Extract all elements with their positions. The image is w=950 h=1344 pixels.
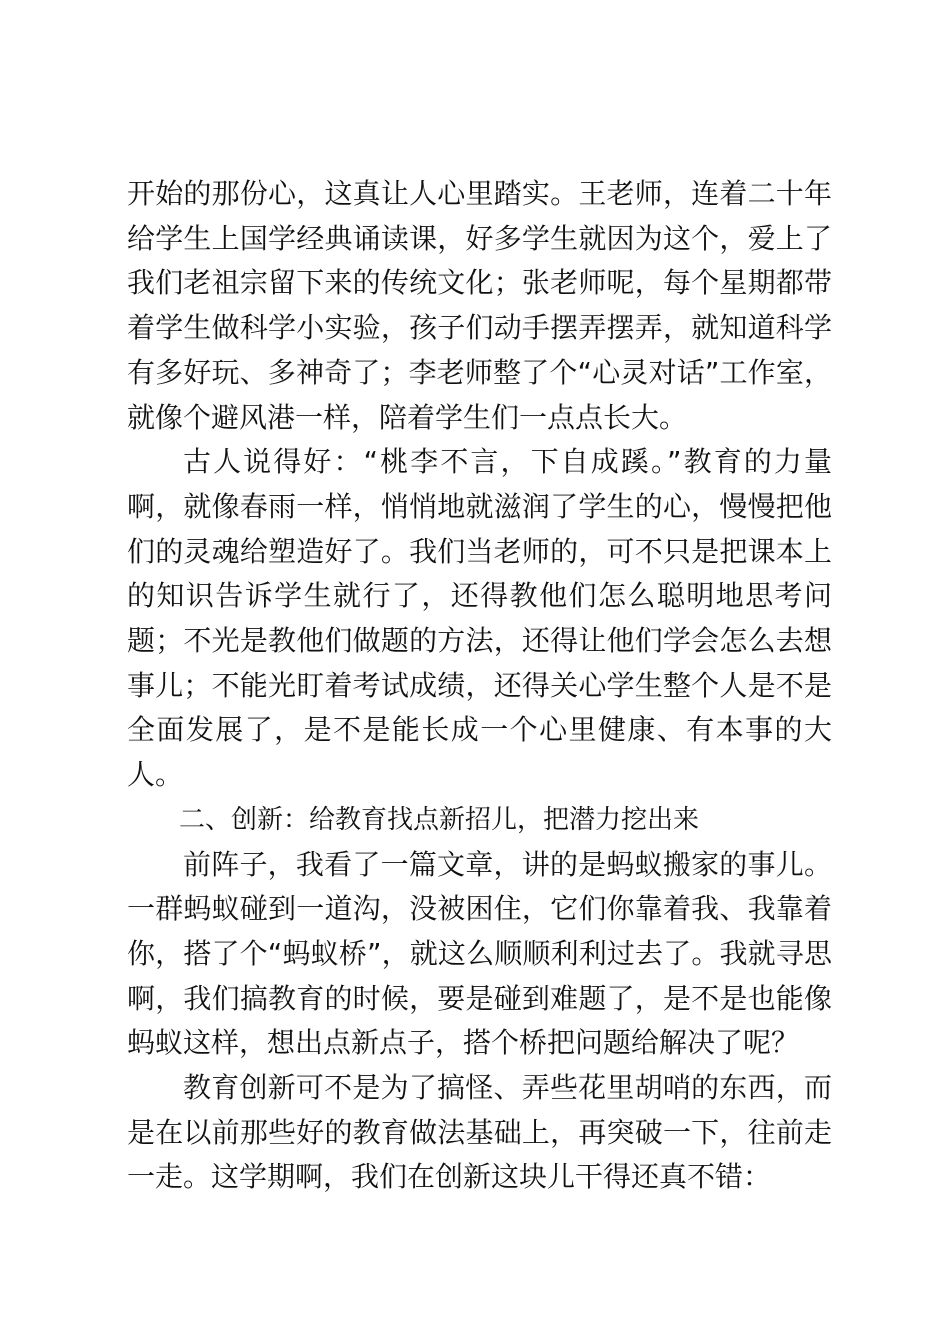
paragraph-innovation: 教育创新可不是为了搞怪、弄些花里胡哨的东西，而是在以前那些好的教育做法基础上，再突破一下，往前走一走。这学期啊，我们在创新这块儿干得还真不错： bbox=[127, 1071, 832, 1194]
paragraph-teachers: 开始的那份心，这真让人心里踏实。王老师，连着二十年给学生上国学经典诵读课，好多学生就因为这个，爱上了我们老祖宗留下来的传统文化；张老师呢，每个星期都带着学生做科学小实验，孩子们动手摆弄摆弄，就知道科学有多好玩、多神奇了；李老师整了个“心灵对话”工作室，就像个避风港一样，陪着学生们一点点长大。 bbox=[127, 177, 832, 434]
paragraph-education-power: 古人说得好：“桃李不言，下自成蹊。”教育的力量啊，就像春雨一样，悄悄地就滋润了学生的心，慢慢把他们的灵魂给塑造好了。我们当老师的，可不只是把课本上的知识告诉学生就行了，还得教他们怎么聪明地思考问题；不光是教他们做题的方法，还得让他们学会怎么去想事儿；不能光盯着考试成绩，还得关心学生整个人是不是全面发展了，是不是能长成一个心里健康、有本事的大人。 bbox=[127, 445, 832, 792]
section-heading-innovation: 二、创新：给教育找点新招儿，把潜力挖出来 bbox=[179, 804, 700, 835]
paragraph-ant-bridge: 前阵子，我看了一篇文章，讲的是蚂蚁搬家的事儿。一群蚂蚁碰到一道沟，没被困住，它们你靠着我、我靠着你，搭了个“蚂蚁桥”，就这么顺顺利利过去了。我就寻思啊，我们搞教育的时候，要是碰到难题了，是不是也能像蚂蚁这样，想出点新点子，搭个桥把问题给解决了呢？ bbox=[127, 847, 832, 1060]
document-body bbox=[127, 172, 832, 1200]
